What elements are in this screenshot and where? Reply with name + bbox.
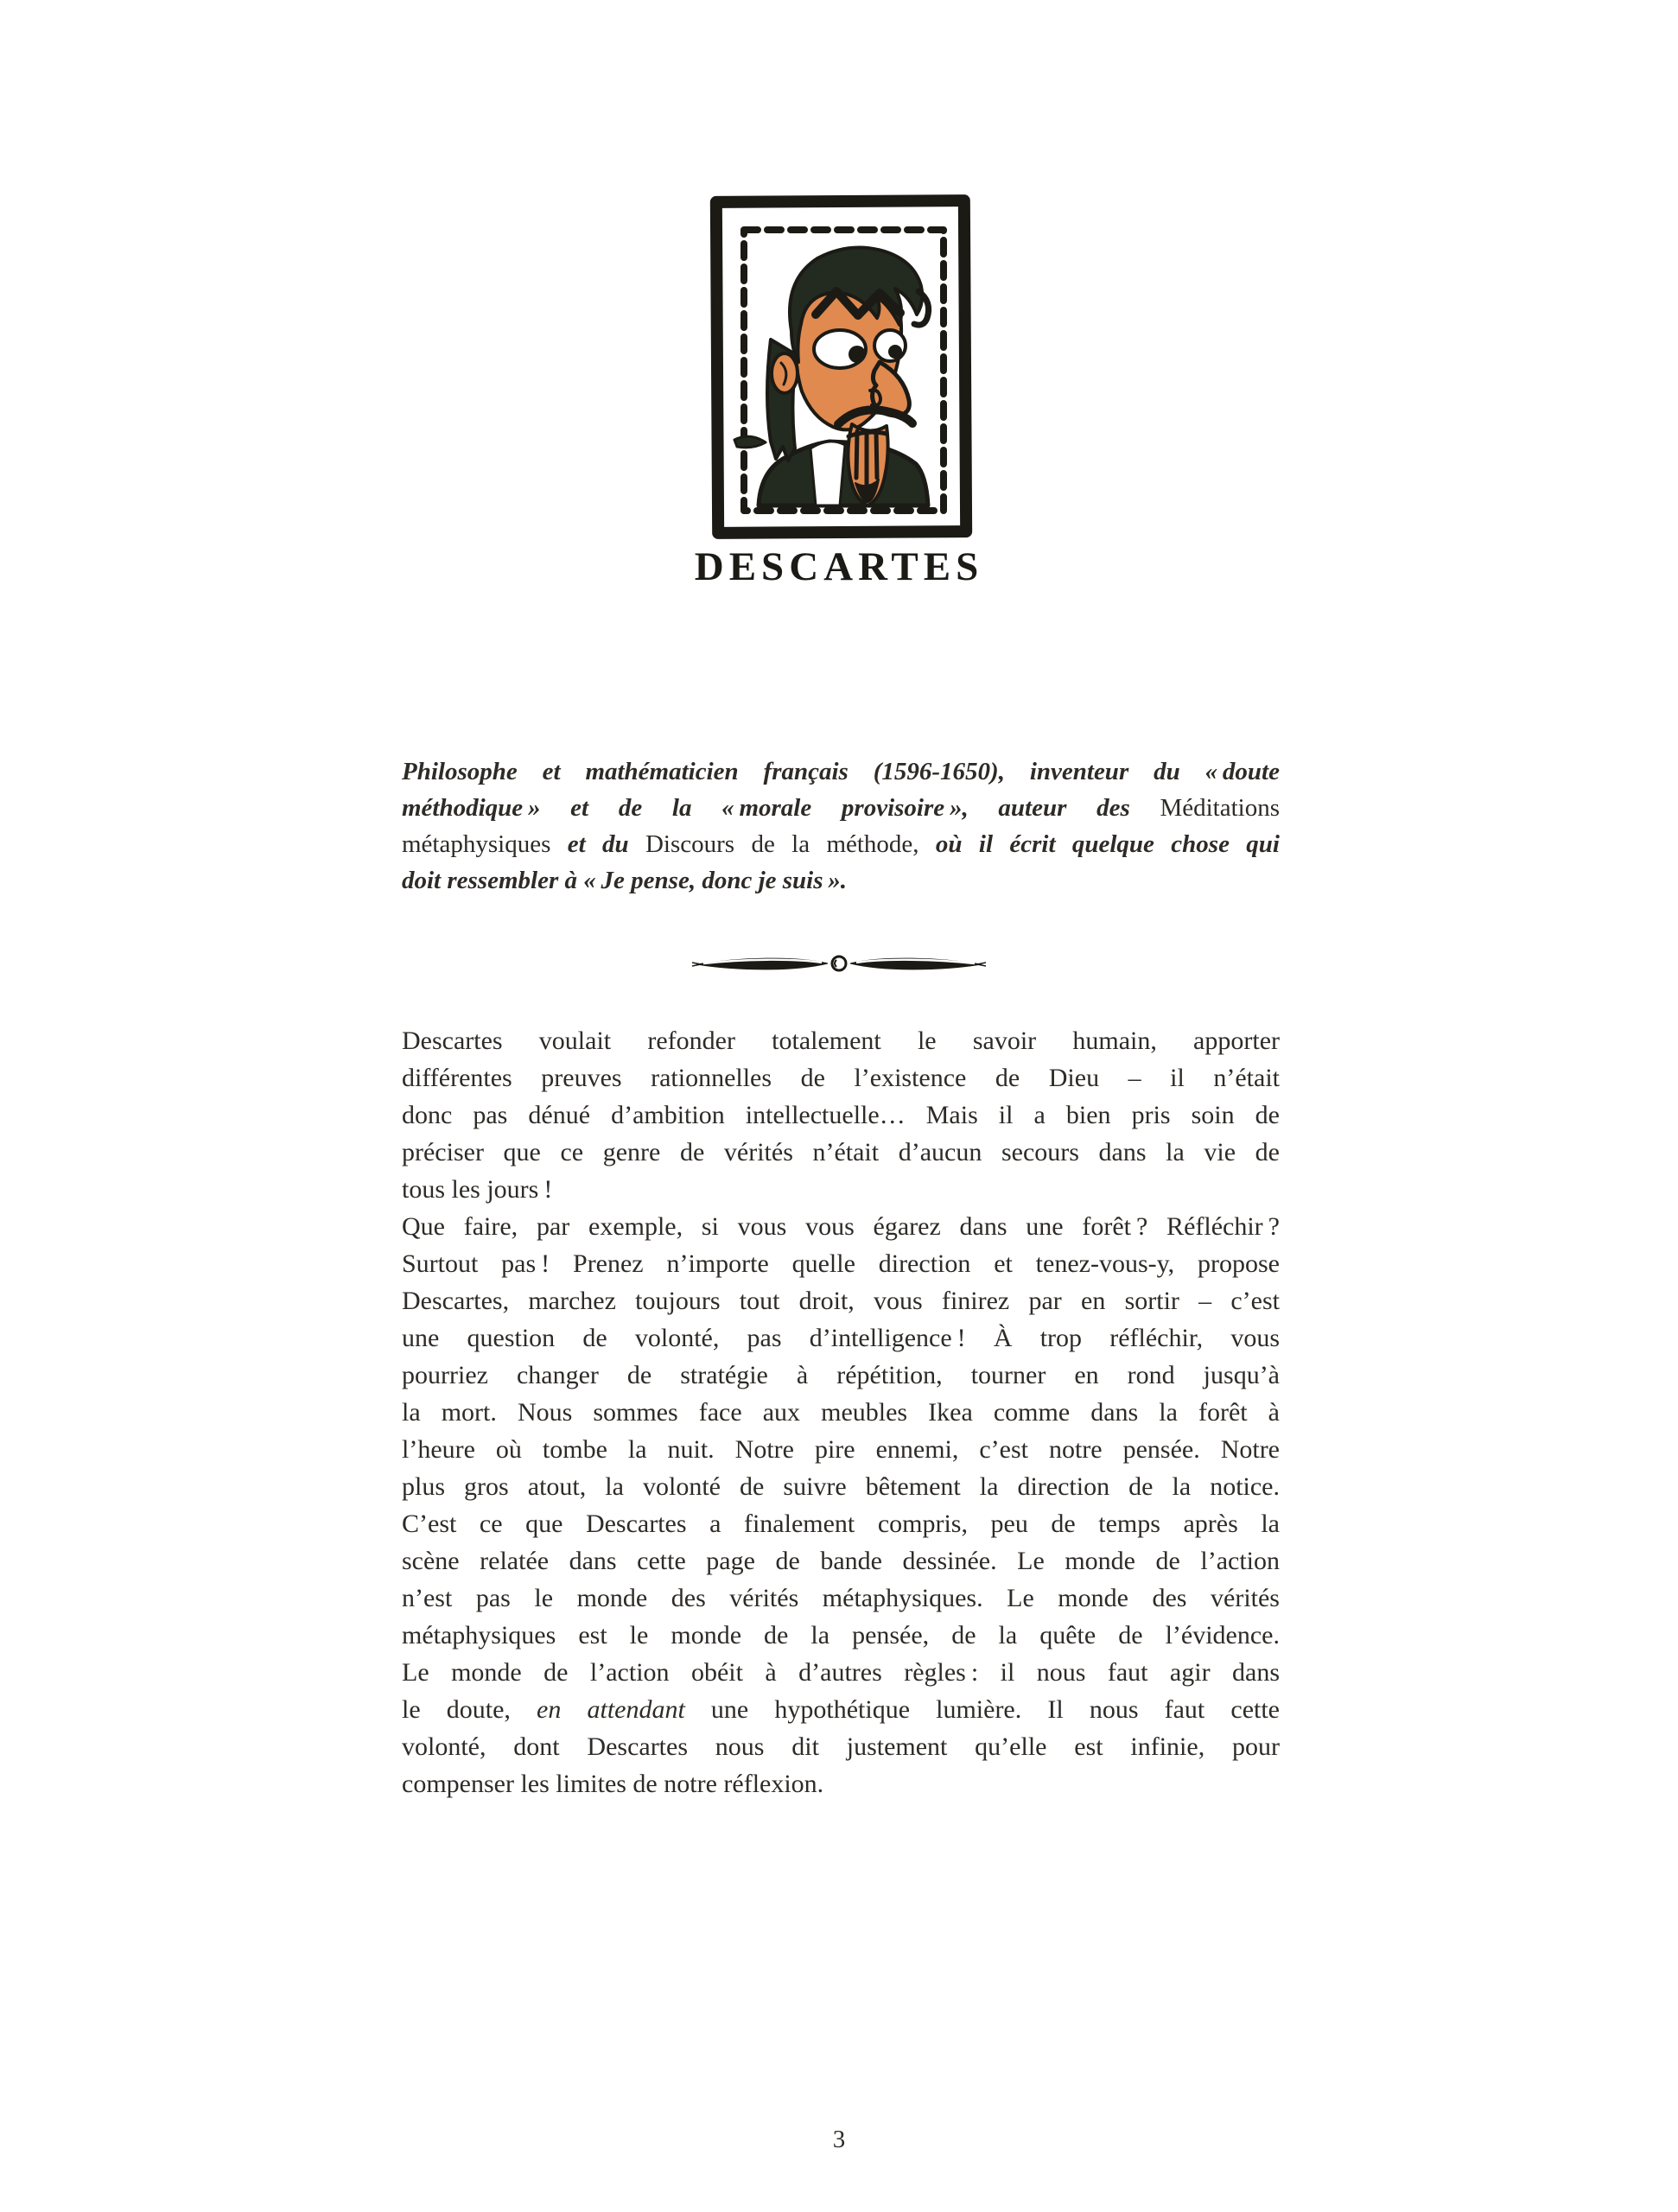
text-line <box>402 1319 1280 1357</box>
text-line <box>402 1468 1280 1505</box>
text-segment: compenser les limites de notre réflexion. <box>402 1770 824 1798</box>
text-line <box>402 1654 1280 1691</box>
text-segment: une question de volonté, pas d’intelligence ! À trop réfléchir, vous <box>402 1324 1280 1352</box>
text-line <box>402 1505 1280 1542</box>
text-line <box>402 1542 1280 1580</box>
text-segment: le doute, <box>402 1695 537 1724</box>
text-line <box>402 1096 1280 1134</box>
text-segment: où il écrit quelque chose qui <box>918 830 1280 858</box>
text-segment: C’est ce que Descartes a finalement compris, peu de temps après la <box>402 1510 1280 1538</box>
text-line <box>402 1171 1280 1208</box>
text-segment: méthodique » et de la « morale provisoire », auteur des <box>402 794 1160 822</box>
text-segment: une hypothétique lumière. Il nous faut cette <box>684 1695 1280 1724</box>
text-segment: donc pas dénué d’ambition intellectuelle… Mais il a bien pris soin de <box>402 1101 1280 1129</box>
text-line <box>402 1691 1280 1728</box>
text-segment: doit ressembler à « Je pense, donc je suis ». <box>402 867 848 894</box>
text-segment: Méditations <box>1160 794 1280 822</box>
text-line <box>402 1208 1280 1245</box>
text-line <box>402 826 1280 862</box>
text-segment: pourriez changer de stratégie à répétition, tourner en rond jusqu’à <box>402 1361 1280 1389</box>
text-line <box>402 1059 1280 1096</box>
text-segment: métaphysiques est le monde de la pensée, de la quête de l’évidence. <box>402 1621 1280 1649</box>
text-segment: préciser que ce genre de vérités n’était d’aucun secours dans la vie de <box>402 1138 1280 1166</box>
fleuron-divider-icon <box>692 952 986 976</box>
text-segment: n’est pas le monde des vérités métaphysiques. Le monde des vérités <box>402 1584 1280 1612</box>
text-segment: plus gros atout, la volonté de suivre bêtement la direction de la notice. <box>402 1472 1280 1501</box>
text-segment: volonté, dont Descartes nous dit justement qu’elle est infinie, pour <box>402 1732 1280 1761</box>
text-line <box>402 862 1280 899</box>
text-line <box>402 1022 1280 1059</box>
text-segment: différentes preuves rationnelles de l’existence de Dieu – il n’était <box>402 1064 1280 1092</box>
text-line <box>402 1617 1280 1654</box>
text-line <box>402 1245 1280 1282</box>
text-segment: l’heure où tombe la nuit. Notre pire ennemi, c’est notre pensée. Notre <box>402 1435 1280 1464</box>
text-segment: tous les jours ! <box>402 1175 553 1204</box>
page-number: 3 <box>832 2126 846 2153</box>
text-line <box>402 790 1280 826</box>
text-segment: Discours de la méthode, <box>645 830 919 858</box>
text-segment: scène relatée dans cette page de bande dessinée. Le monde de l’action <box>402 1547 1280 1575</box>
text-line <box>402 1431 1280 1468</box>
text-segment: la mort. Nous sommes face aux meubles Ikea comme dans la forêt à <box>402 1398 1280 1427</box>
text-segment: Surtout pas ! Prenez n’importe quelle direction et tenez-vous-y, propose <box>402 1249 1280 1278</box>
intro-paragraph <box>402 753 1280 899</box>
text-segment: Descartes voulait refonder totalement le savoir humain, apporter <box>402 1027 1280 1055</box>
text-segment: Descartes, marchez toujours tout droit, vous finirez par en sortir – c’est <box>402 1287 1280 1315</box>
text-segment: Le monde de l’action obéit à d’autres règles : il nous faut agir dans <box>402 1658 1280 1687</box>
text-segment: Philosophe et mathématicien français (1596-1650), inventeur du « doute <box>402 758 1280 785</box>
text-line <box>402 1357 1280 1394</box>
text-line <box>402 1282 1280 1319</box>
text-segment: en attendant <box>537 1695 685 1724</box>
text-segment: métaphysiques <box>402 830 551 858</box>
section-divider <box>692 952 986 976</box>
text-line <box>402 1728 1280 1765</box>
text-line <box>402 1580 1280 1617</box>
text-line <box>402 1765 1280 1802</box>
page-title: DESCARTES <box>694 544 984 589</box>
text-line <box>402 1394 1280 1431</box>
body-text <box>402 1022 1280 1802</box>
text-line <box>402 1134 1280 1171</box>
descartes-caricature-icon <box>709 193 974 542</box>
text-segment: et du <box>550 830 645 858</box>
portrait-frame-illustration <box>709 193 974 542</box>
text-line <box>402 753 1280 790</box>
text-segment: Que faire, par exemple, si vous vous égarez dans une forêt ? Réfléchir ? <box>402 1212 1280 1241</box>
